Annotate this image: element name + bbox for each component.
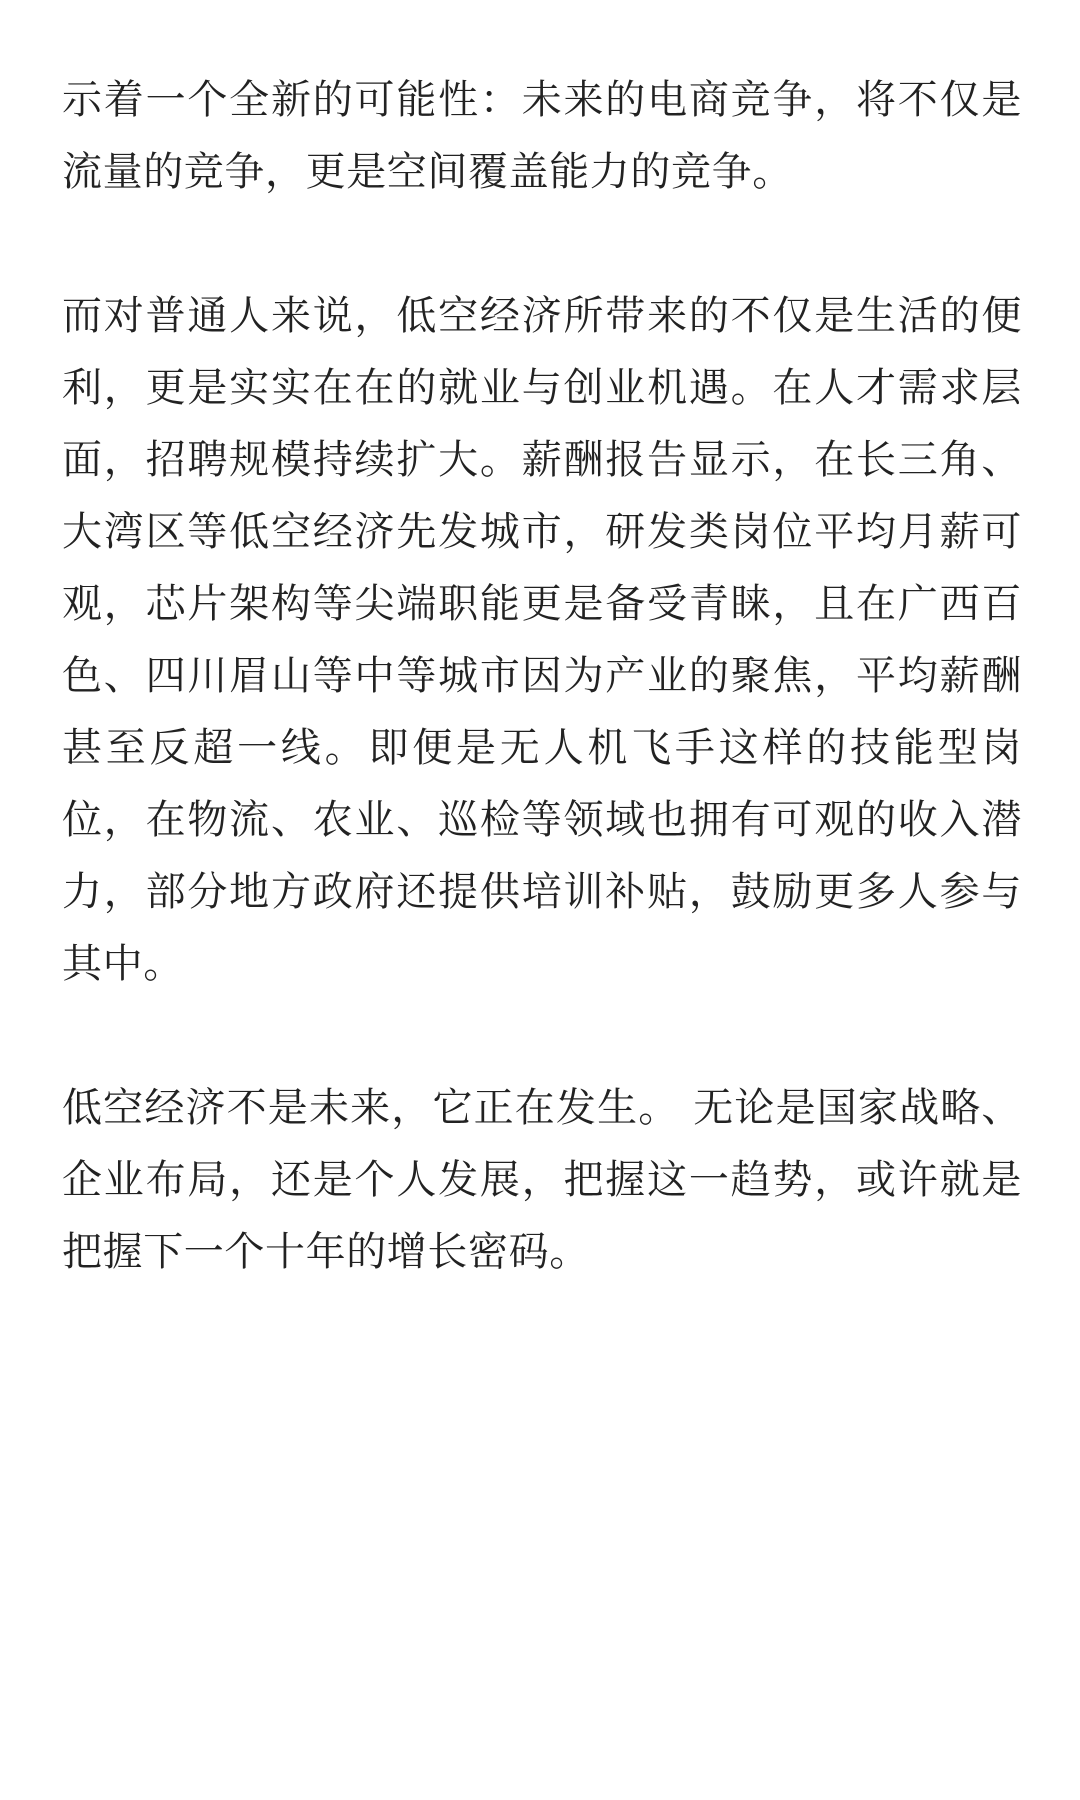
article-paragraph: 而对普通人来说，低空经济所带来的不仅是生活的便利，更是实实在在的就业与创业机遇。在人才需求层面，招聘规模持续扩大。薪酬报告显示，在长三角、大湾区等低空经济先发城市，研发类岗位平均月薪可观，芯片架构等尖端职能更是备受青睐，且在广西百色、四川眉山等中等城市因为产业的聚焦，平均薪酬甚至反超一线。即便是无人机飞手这样的技能型岗位，在物流、农业、巡检等领域也拥有可观的收入潜力，部分地方政府还提供培训补贴，鼓励更多人参与其中。 [62,293,1022,987]
article-body [62,64,1022,1360]
article-paragraph: 低空经济不是未来，它正在发生。 无论是国家战略、企业布局，还是个人发展，把握这一趋势，或许就是把握下一个十年的增长密码。 [62,1085,1022,1275]
article-paragraph: 示着一个全新的可能性：未来的电商竞争，将不仅是流量的竞争，更是空间覆盖能力的竞争。 [62,77,1022,195]
